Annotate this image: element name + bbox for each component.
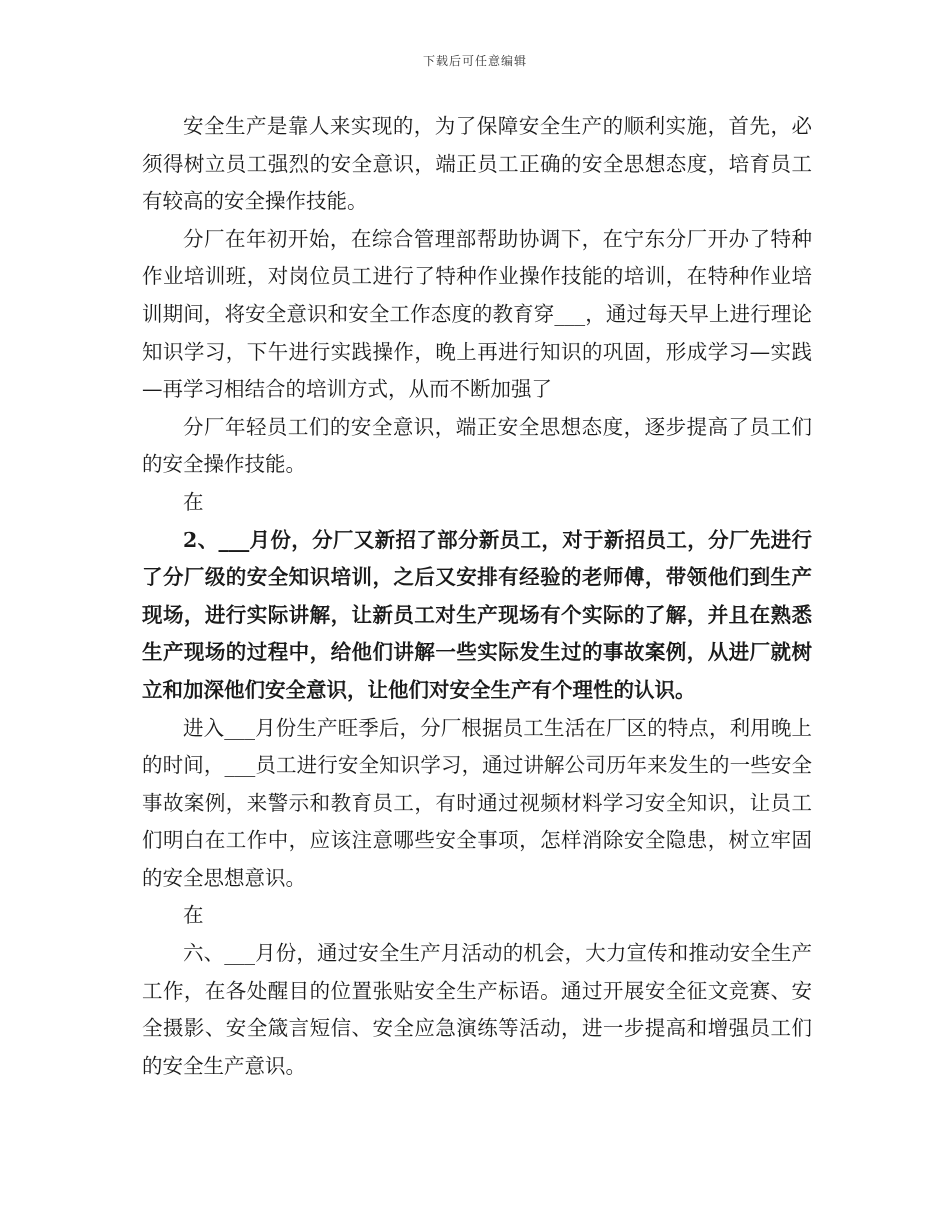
paragraph-fragment-zai-2: 在	[183, 903, 204, 928]
paragraph-safety-month: 六、___月份，通过安全生产月活动的机会，大力宣传和推动安全生产工作，在各处醒目的位置张贴安全生产标语。通过开展安全征文竞赛、安全摄影、安全箴言短信、安全应急演练等活动，进一步提高和增强员工们的安全生产意识。	[142, 941, 812, 1078]
paragraph-peak-season: 进入___月份生产旺季后，分厂根据员工生活在厂区的特点，利用晚上的时间，___员工进行安全知识学习，通过讲解公司历年来发生的一些安全事故案例，来警示和教育员工，有时通过视频材料学习安全知识，让员工们明白在工作中，应该注意哪些安全事项，怎样消除安全隐患，树立牢固的安全思想意识。	[142, 715, 812, 890]
paragraph-safety-awareness: 安全生产是靠人来实现的，为了保障安全生产的顺利实施，首先，必须得树立员工强烈的安全意识，端正员工正确的安全思想态度，培育员工有较高的安全操作技能。	[142, 114, 812, 214]
paragraph-fragment-zai-1: 在	[183, 489, 204, 514]
paragraph-new-employees: 2、___月份，分厂又新招了部分新员工，对于新招员工，分厂先进行了分厂级的安全知识培训，之后又安排有经验的老师傅，带领他们到生产现场，进行实际讲解，让新员工对生产现场有个实际的了解，并且在熟悉生产现场的过程中，给他们讲解一些实际发生过的事故案例，从进厂就树立和加深他们安全意识，让他们对安全生产有个理性的认识。	[142, 527, 812, 702]
paragraph-special-training: 分厂在年初开始，在综合管理部帮助协调下，在宁东分厂开办了特种作业培训班，对岗位员工进行了特种作业操作技能的培训，在特种作业培训期间，将安全意识和安全工作态度的教育穿___，通过每天早上进行理论知识学习，下午进行实践操作，晚上再进行知识的巩固，形成学习—实践—再学习相结合的培训方式，从而不断加强了	[142, 226, 812, 402]
paragraph-young-employees: 分厂年轻员工们的安全意识，端正安全思想态度，逐步提高了员工们的安全操作技能。	[142, 414, 812, 477]
page-header: 下载后可任意编辑	[422, 54, 527, 68]
document-body	[142, 108, 812, 1085]
